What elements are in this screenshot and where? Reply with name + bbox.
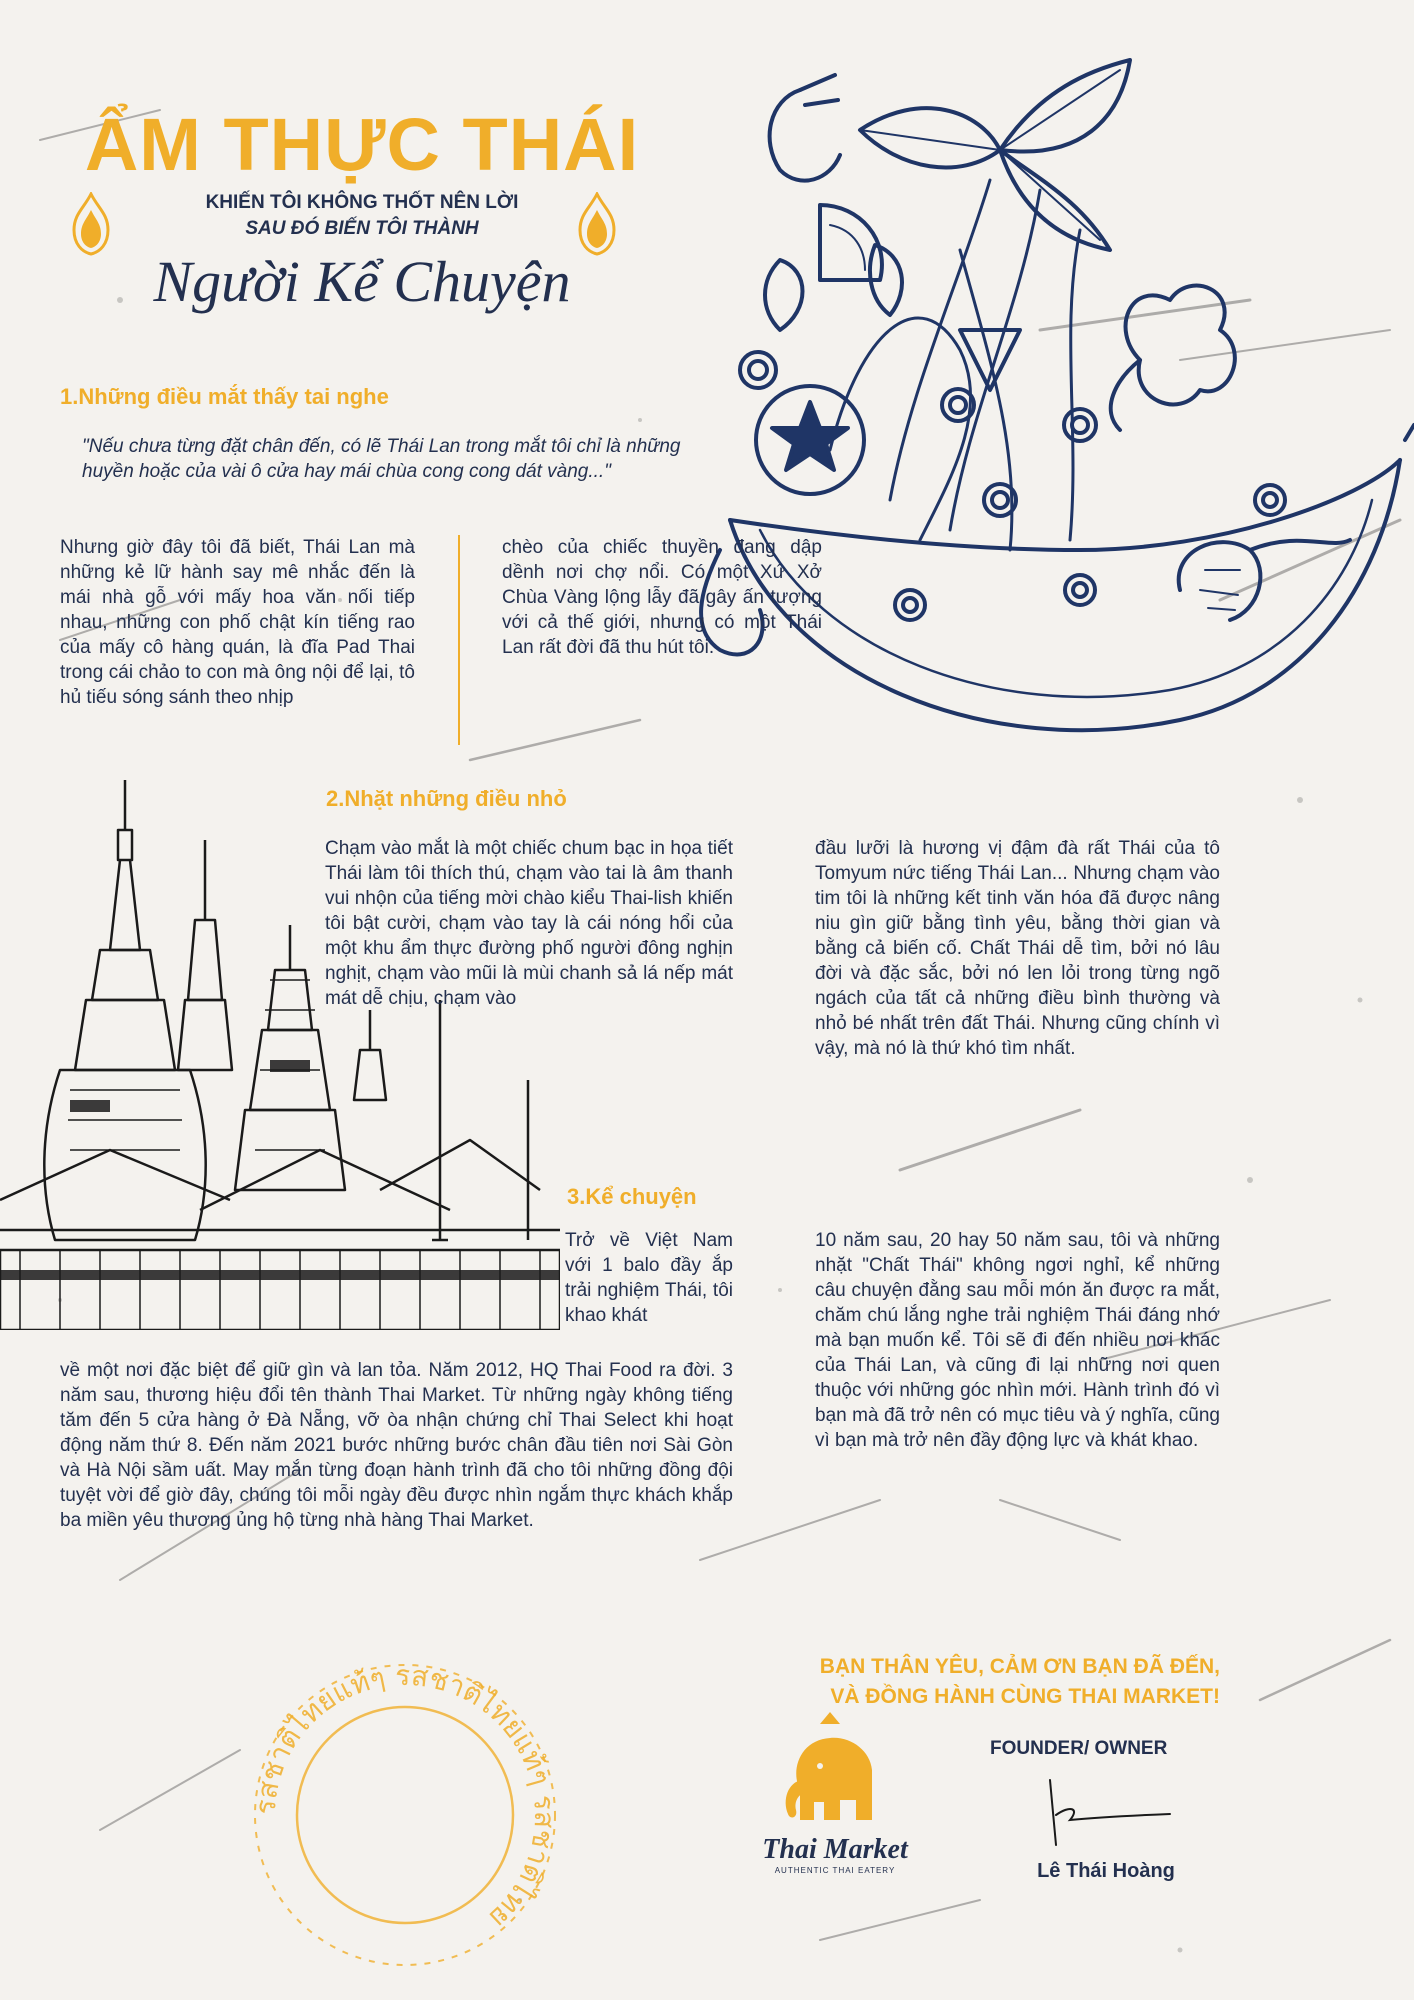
section1-quote: "Nếu chưa từng đặt chân đến, có lẽ Thái Lan trong mắt tôi chỉ là những huyền hoặc của vài ô cửa hay mái chùa cong cong dát vàng..." [82,436,681,482]
section1-col-left: Nhưng giờ đây tôi đã biết, Thái Lan mà những kẻ lữ hành say mê nhắc đến là mái nhà gỗ với mấy hoa văn nối tiếp nhau, những con phố chật kín tiếng rao của mấy cô hàng quán, là đĩa Pad Thai trong cái chảo to con mà ông nội để lại, tô hủ tiếu sóng sánh theo nhịp [60,537,415,708]
brand-name: Thai Market [762,1834,908,1865]
thanks-line1: BẠN THÂN YÊU, CẢM ƠN BẠN ĐÃ ĐẾN, [819,1655,1220,1678]
section2-col-right: đầu lưỡi là hương vị đậm đà rất Thái của tô Tomyum nức tiếng Thái Lan... Nhưng chạm vào tim tôi là những kết tinh văn hóa đã được nâng niu gìn giữ bằng tình yêu, bằng thời gian và bằng cả biến cố. Chất Thái dễ tìm, bởi nó lâu đời và đặc sắc, bởi nó len lỏi trong từng ngõ ngách của tất cả những điều bình thường và nhỏ bé nhất trên đất Thái. Nhưng cũng chính vì vậy, mà nó là thứ khó tìm nhất. [815,838,1220,1059]
elephant-logo-icon [780,1710,890,1830]
signature-drawing [1030,1770,1190,1850]
section1-col-right: chèo của chiếc thuyền đang dập dềnh nơi chợ nổi. Có một Xứ Xở Chùa Vàng lộng lẫy đã gây ấn tượng với cả thế giới, nhưng có một Thái Lan rất đời đã thu hút tôi. [502,537,822,658]
svg-text:รสชาติไทยแท้ๆ รสชาติไทยแท้ๆ รส [249,1659,561,1935]
right-flame-ornament-icon [574,192,620,256]
thanks-message [690,1652,1220,1712]
script-title: Người Kể Chuyện [153,249,571,314]
section2-col-left: Chạm vào mắt là một chiếc chum bạc in họa tiết Thái làm tôi thích thú, chạm vào tai là âm thanh vui nhộn của tiếng mời chào kiểu Thai-lish khiến tôi bật cười, chạm vào tay là cái nóng hổi của một khu ẩm thực đường phố người đông nghịn nghịt, chạm vào mũi là mùi chanh sả lá nếp mát mát dễ chịu, chạm vào [325,838,733,1009]
thai-stamp-seal [225,1655,585,1975]
thanks-line2: VÀ ĐỒNG HÀNH CÙNG THAI MARKET! [830,1685,1220,1708]
brand-tagline: AUTHENTIC THAI EATERY [774,1866,896,1875]
section3-col-left-top: Trở về Việt Nam với 1 balo đầy ắp trải nghiệm Thái, tôi khao khát [565,1230,733,1326]
subtitle-line2: SAU ĐÓ BIẾN TÔI THÀNH [245,218,479,239]
section2-heading: 2.Nhặt những điều nhỏ [326,786,567,811]
section3-col-left-bottom: về một nơi đặc biệt để giữ gìn và lan tỏa. Năm 2012, HQ Thai Food ra đời. 3 năm sau, thương hiệu đổi tên thành Thai Market. Từ những ngày không tiếng tăm đến 5 cửa hàng ở Đà Nẵng, vỡ òa nhận chứng chỉ Thai Select khi hoạt động năm thứ 8. Đến năm 2021 bước những bước chân đầu tiên nơi Sài Gòn và Hà Nội sầm uất. May mắn từng đoạn hành trình đã cho tôi những đồng đội tuyệt vời để giờ đây, chúng tôi mỗi ngày đều được nhìn ngắm thực khách khắp ba miền yêu thương ủng hộ từng nhà hàng Thai Market. [60,1360,733,1531]
left-flame-ornament-icon [68,192,114,256]
section1-heading: 1.Những điều mắt thấy tai nghe [60,384,389,409]
subtitle-line1: KHIẾN TÔI KHÔNG THỐT NÊN LỜI [205,192,519,213]
founder-label: FOUNDER/ OWNER [990,1738,1168,1759]
column-divider [458,535,460,745]
section3-heading: 3.Kể chuyện [567,1184,697,1209]
page-title: ẨM THỰC THÁI [84,103,640,186]
section3-col-right: 10 năm sau, 20 hay 50 năm sau, tôi và những nhặt "Chất Thái" không ngơi nghỉ, kể những câu chuyện đằng sau mỗi món ăn được ra mắt, chăm chú lắng nghe trải nghiệm Thái đáng nhớ mà bạn muốn kể. Tôi sẽ đi đến nhiều nơi khác của Thái Lan, và cũng đi lại những nơi quen thuộc với những góc nhìn mới. Hành trình đó vì bạn mà đã trở nên có mục tiêu và ý nghĩa, cũng vì bạn mà trở nên đầy động lực và khát khao. [815,1230,1220,1451]
founder-name: Lê Thái Hoàng [1037,1860,1175,1882]
stamp-text: รสชาติไทยแท้ๆ รสชาติไทยแท้ๆ รสชาติไทย [248,1658,562,1935]
